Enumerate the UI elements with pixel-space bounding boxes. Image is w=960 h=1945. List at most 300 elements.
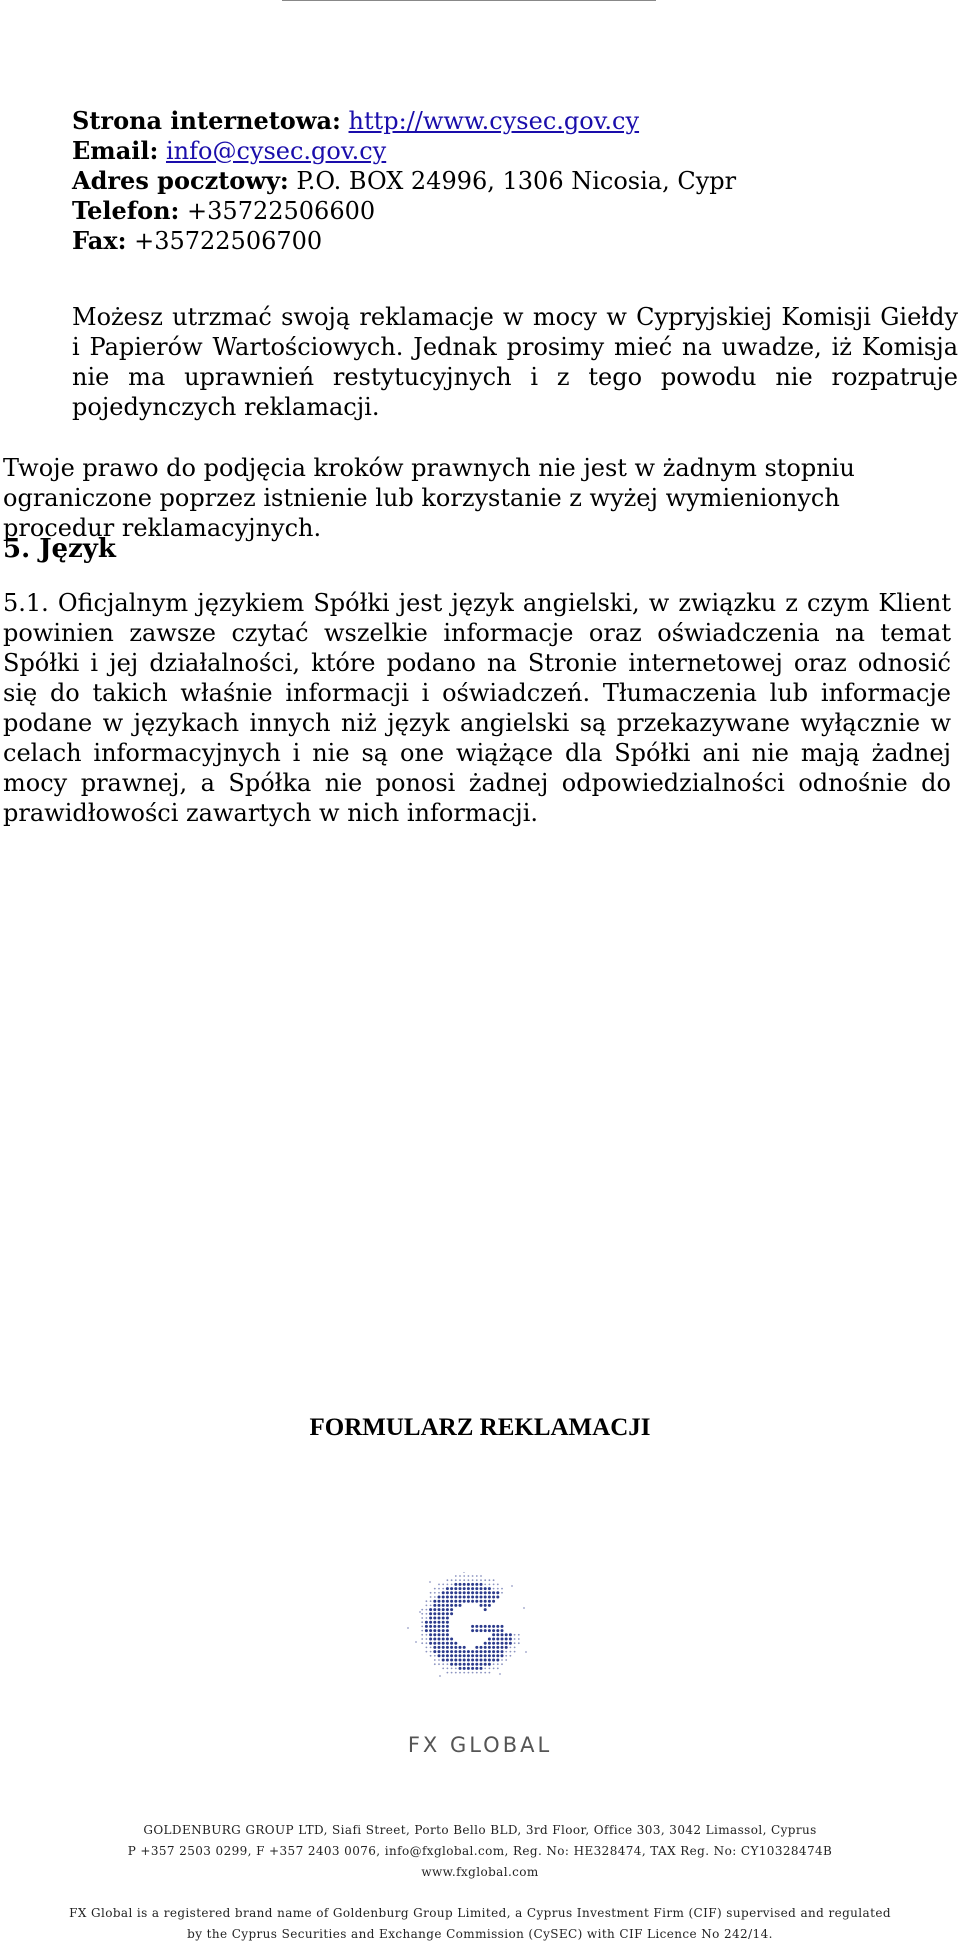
logo-dot [454,1642,457,1645]
logo-dot [459,1646,462,1649]
logo-dot [459,1596,462,1599]
logo-dot [480,1650,483,1653]
logo-dot [518,1642,520,1644]
logo-dot [471,1663,474,1666]
logo-dot [467,1600,470,1603]
logo-dot [496,1596,499,1599]
logo-dot [475,1587,478,1590]
logo-dot [454,1650,457,1653]
logo-dot [488,1650,491,1653]
logo-dot [501,1650,504,1653]
logo-dot [467,1659,470,1662]
logo-dot [492,1591,495,1594]
logo-dot [438,1621,441,1624]
logo-dot [472,1579,474,1581]
logo-dot [463,1591,466,1594]
logo-dot [475,1600,478,1603]
logo-dot [442,1629,445,1632]
logo-dot [480,1575,482,1577]
logo-dot [454,1591,457,1594]
complaint-authority-paragraph: Możesz utrzmać swoją reklamacje w mocy w Cypryjskiej Komisji Giełdy i Papierów Wartościowych. Jednak prosimy mieć na uwadze, iż Komisja nie ma uprawnień restytucyjnych i z tego powodu nie rozpatruje pojedynczych reklamacji. [72,303,958,421]
logo-dot [501,1625,504,1628]
logo-dot [467,1663,470,1666]
logo-dot [493,1663,495,1665]
logo-dot [480,1629,483,1632]
logo-dot [484,1604,487,1607]
logo-dot [438,1638,441,1641]
logo-dot [446,1596,449,1599]
logo-dot [497,1584,499,1586]
logo-dot [471,1667,474,1670]
logo-dot [488,1591,491,1594]
logo-dot [488,1638,491,1641]
logo-dot [421,1630,423,1632]
logo-dot [509,1642,512,1645]
logo-dot [426,1651,428,1653]
logo-dot [484,1672,486,1674]
logo-dot [421,1617,423,1619]
logo-dot [501,1638,504,1641]
section-heading-language: 5. Język [3,534,116,564]
logo-dot [426,1609,428,1611]
logo-dot [454,1604,457,1607]
logo-dot [438,1629,441,1632]
fax-value: +35722506700 [134,227,323,255]
logo-dot [446,1612,449,1615]
logo-dot [471,1600,474,1603]
logo-dot [442,1650,445,1653]
logo-dot [421,1613,423,1615]
logo-dot [480,1587,483,1590]
logo-dot [430,1600,432,1602]
logo-dot [463,1575,465,1577]
logo-dot [454,1583,457,1586]
logo-dot [446,1617,449,1620]
logo-dot [433,1617,436,1620]
logo-dot [496,1629,499,1632]
logo-dot [430,1655,432,1657]
logo-dot [475,1583,478,1586]
logo-dot [438,1584,440,1586]
logo-sparkle-dot [415,1641,417,1643]
logo-dot [421,1642,423,1644]
legal-rights-paragraph: Twoje prawo do podjęcia kroków prawnych nie jest w żadnym stopniu ograniczone poprzez istnienie lub korzystanie z wyżej wymienionych procedur reklamacyjnych. [3,454,855,542]
logo-dot [496,1633,499,1636]
logo-dot [433,1629,436,1632]
logo-dot [480,1600,483,1603]
logo-dot [455,1668,457,1670]
logo-dot [505,1659,507,1661]
logo-dot [471,1650,474,1653]
logo-dot [442,1600,445,1603]
logo-dot [450,1638,453,1641]
logo-dot [484,1663,487,1666]
logo-dot [446,1600,449,1603]
logo-dot [459,1650,462,1653]
logo-dot [455,1575,457,1577]
logo-dot [475,1625,478,1628]
logo-dot [426,1605,428,1607]
logo-dot [433,1638,436,1641]
logo-dot [480,1654,483,1657]
logo-dot [505,1655,507,1657]
logo-dot [475,1629,478,1632]
logo-dot [467,1587,470,1590]
logo-dot [510,1655,512,1657]
logo-dot [484,1654,487,1657]
logo-dot [497,1588,499,1590]
logo-dot [438,1633,441,1636]
logo-dot [471,1625,474,1628]
logo-dot [450,1596,453,1599]
phone-value: +35722506600 [187,197,376,225]
regulatory-footer [0,1903,960,1945]
logo-dot [493,1584,495,1586]
cysec-contact-block [72,106,952,256]
logo-dot [489,1579,491,1581]
logo-dot [433,1621,436,1624]
logo-dot [438,1612,441,1615]
logo-sparkle-dot [429,1581,431,1583]
logo-sparkle-dot [463,1572,465,1573]
logo-dot [421,1626,423,1628]
logo-dot [438,1617,441,1620]
logo-dot [433,1650,436,1653]
logo-dot [442,1584,444,1586]
logo-dot [489,1672,491,1674]
logo-dot [447,1584,449,1586]
logo-dot [451,1584,453,1586]
email-link[interactable]: info@cysec.gov.cy [165,137,387,165]
logo-dot [459,1575,461,1577]
logo-dot [467,1591,470,1594]
logo-dot [484,1591,487,1594]
logo-dot [484,1587,487,1590]
logo-sparkle-dot [499,1673,501,1675]
logo-dot [463,1667,466,1670]
logo-dot [493,1588,495,1590]
logo-dot [496,1654,499,1657]
logo-dot [505,1633,508,1636]
logo-dot [434,1663,436,1665]
logo-dot [454,1663,457,1666]
logo-dot [501,1646,504,1649]
logo-dot [488,1663,491,1666]
logo-dot [446,1642,449,1645]
logo-dot [484,1650,487,1653]
logo-dot [493,1668,495,1670]
fax-label: Fax: [72,226,127,255]
logo-dot [438,1596,441,1599]
logo-dot [434,1596,436,1598]
logo-dot [454,1646,457,1649]
logo-sparkle-dot [525,1651,527,1653]
logo-dot [480,1667,483,1670]
logo-dot [450,1587,453,1590]
logo-dot [514,1638,516,1640]
email-row [72,136,952,166]
logo-dot [496,1646,499,1649]
logo-dot [489,1584,491,1586]
logo-dot [429,1638,432,1641]
logo-dot [459,1587,462,1590]
logo-dot [459,1600,462,1603]
logo-dot [509,1638,512,1641]
logo-dot [446,1629,449,1632]
website-label: Strona internetowa: [72,106,341,135]
email-label: Email: [72,136,159,165]
logo-dot [438,1654,441,1657]
logo-dot [438,1592,440,1594]
footer-company-line: GOLDENBURG GROUP LTD, Siafi Street, Porto Bello BLD, 3rd Floor, Office 303, 3042 Limassol, Cyprus [143,1823,817,1837]
logo-dot [480,1604,483,1607]
logo-dot [510,1647,512,1649]
logo-dot [501,1588,503,1590]
logo-dot [438,1588,440,1590]
logo-dot [468,1575,470,1577]
logo-dot [488,1629,491,1632]
logo-dot [450,1600,453,1603]
logo-dot [480,1591,483,1594]
logo-dot [442,1642,445,1645]
logo-sparkle-dot [439,1675,441,1677]
top-divider [282,0,656,1]
logo-dot [426,1617,428,1619]
logo-dot [496,1638,499,1641]
website-row [72,106,952,136]
logo-dot [492,1646,495,1649]
logo-dot [451,1668,453,1670]
logo-dot [438,1608,441,1611]
logo-dot [446,1659,449,1662]
logo-dot [438,1625,441,1628]
logo-dot [426,1634,428,1636]
logo-dot [492,1638,495,1641]
logo-dot [446,1621,449,1624]
logo-dot [476,1672,478,1674]
logo-dot [472,1672,474,1674]
logo-dot [433,1612,436,1615]
logo-dot [446,1638,449,1641]
logo-dot [472,1575,474,1577]
footer-website: www.fxglobal.com [421,1865,539,1879]
logo-dot [475,1654,478,1657]
complaint-form-title: FORMULARZ REKLAMACJI [309,1414,651,1441]
logo-dot [501,1654,504,1657]
logo-dot [480,1646,483,1649]
logo-dot [501,1592,503,1594]
logo-dot [442,1668,444,1670]
logo-dot [450,1663,453,1666]
logo-dot [450,1646,453,1649]
logo-dot [447,1672,449,1674]
logo-dot [429,1621,432,1624]
logo-dot [430,1647,432,1649]
logo-dot [484,1629,487,1632]
logo-dot [446,1587,449,1590]
logo-dot [430,1651,432,1653]
logo-dot [438,1604,441,1607]
logo-dot [475,1596,478,1599]
logo-dot [518,1638,520,1640]
logo-dot [454,1600,457,1603]
logo-sparkle-dot [511,1585,513,1587]
logo-dot [475,1650,478,1653]
logo-dot [450,1604,453,1607]
logo-dot [455,1579,457,1581]
logo-dot [489,1668,491,1670]
logo-dot [438,1600,441,1603]
logo-dot [484,1625,487,1628]
logo-dot [429,1612,432,1615]
logo-dot [475,1591,478,1594]
logo-dot [438,1650,441,1653]
logo-dot [496,1659,499,1662]
logo-dot [433,1633,436,1636]
logo-sparkle-dot [419,1611,421,1613]
language-clause-paragraph: 5.1. Oficjalnym językiem Spółki jest język angielski, w związku z czym Klient powinien zawsze czytać wszelkie informacje oraz oświadczenia na temat Spółki i jej działalności, które podano na Stronie internetowej oraz odnosić się do takich właśnie informacji i oświadczeń. Tłumaczenia lub informacje podane w językach innych niż język angielski są przekazywane wyłącznie w celach informacyjnych i nie są one wiążące dla Spółki ani nie mają żadnej mocy prawnej, a Spółka nie ponosi żadnej odpowiedzialności odnośnie do prawidłowości zawartych w nich informacji. [3,589,951,827]
logo-dot [459,1579,461,1581]
logo-dot [433,1642,436,1645]
logo-dot [514,1647,516,1649]
logo-dot [434,1588,436,1590]
logo-dot [450,1612,453,1615]
phone-label: Telefon: [72,196,180,225]
logo-dot [434,1659,436,1661]
logo-dot [475,1646,478,1649]
logo-dot [454,1587,457,1590]
logo-dot [450,1659,453,1662]
address-row [72,166,952,196]
logo-dot [429,1633,432,1636]
logo-dot [492,1650,495,1653]
website-link[interactable]: http://www.cysec.gov.cy [348,107,640,135]
fx-global-logo-icon [400,1572,540,1680]
logo-dot [446,1608,449,1611]
logo-dot [505,1638,508,1641]
logo-dot [467,1650,470,1653]
logo-dot [433,1600,436,1603]
logo-dot [492,1629,495,1632]
logo-dot [497,1668,499,1670]
logo-dot [496,1650,499,1653]
logo-dot [484,1642,487,1645]
address-label: Adres pocztowy: [72,166,289,195]
logo-dot [433,1604,436,1607]
logo-dot [442,1625,445,1628]
logo-dot [475,1667,478,1670]
logo-dot [484,1596,487,1599]
logo-dot [442,1646,445,1649]
logo-dot [447,1663,449,1665]
logo-dot [480,1596,483,1599]
logo-dot [488,1642,491,1645]
logo-dot [475,1663,478,1666]
logo-dot [471,1591,474,1594]
logo-dot [442,1608,445,1611]
logo-dot [471,1659,474,1662]
logo-dot [463,1579,465,1581]
footer-contact-line: P +357 2503 0299, F +357 2403 0076, info@fxglobal.com, Reg. No: HE328474, TAX Reg. No: CY10328474B [127,1844,833,1858]
logo-dot [484,1584,486,1586]
logo-dot [459,1654,462,1657]
logo-dot [442,1659,445,1662]
logo-dot [488,1646,491,1649]
logo-dot [492,1625,495,1628]
logo-dot [514,1651,516,1653]
logo-dot [468,1672,470,1674]
logo-dot [459,1667,462,1670]
logo-dot [497,1663,499,1665]
logo-dot [496,1591,499,1594]
logo-dot [488,1625,491,1628]
logo-dot [454,1659,457,1662]
logo-dot [463,1659,466,1662]
logo-dot [467,1596,470,1599]
logo-dot [429,1617,432,1620]
logo-dot [429,1642,432,1645]
logo-dot [446,1604,449,1607]
logo-dot [488,1654,491,1657]
logo-dot [425,1629,428,1632]
logo-dot [501,1663,503,1665]
logo-dot [459,1672,461,1674]
logo-dot [442,1596,445,1599]
logo-dot [492,1633,495,1636]
logo-dot [446,1633,449,1636]
logo-dot [426,1642,428,1644]
logo-dot [501,1642,504,1645]
logo-dot [488,1600,491,1603]
logo-dot [492,1659,495,1662]
logo-dot [430,1592,432,1594]
logo-dot [492,1600,495,1603]
logo-dot [438,1659,440,1661]
logo-dot [471,1583,474,1586]
logo-dot [505,1642,508,1645]
logo-dot [446,1654,449,1657]
logo-dot [442,1591,445,1594]
logo-dot [484,1659,487,1662]
logo-dot [484,1608,487,1611]
logo-dot [463,1583,466,1586]
logo-dot [442,1633,445,1636]
logo-dot [459,1583,462,1586]
logo-dot [471,1654,474,1657]
logo-dot [476,1579,478,1581]
logo-dot [510,1651,512,1653]
logo-dot [442,1604,445,1607]
phone-row [72,196,952,226]
logo-dot [446,1646,449,1649]
logo-dot [426,1647,428,1649]
logo-dot [484,1579,486,1581]
logo-dot [471,1629,474,1632]
logo-dot [488,1587,491,1590]
logo-dot [463,1650,466,1653]
logo-dot [434,1655,436,1657]
logo-dot [429,1625,432,1628]
logo-dot [454,1654,457,1657]
logo-dot [484,1668,486,1670]
logo-sparkle-dot [407,1627,409,1629]
logo-dot [438,1663,440,1665]
logo-dot [501,1629,504,1632]
logo-dot [455,1672,457,1674]
logo-dot [480,1672,482,1674]
logo-dot [429,1608,432,1611]
logo-dot [492,1654,495,1657]
